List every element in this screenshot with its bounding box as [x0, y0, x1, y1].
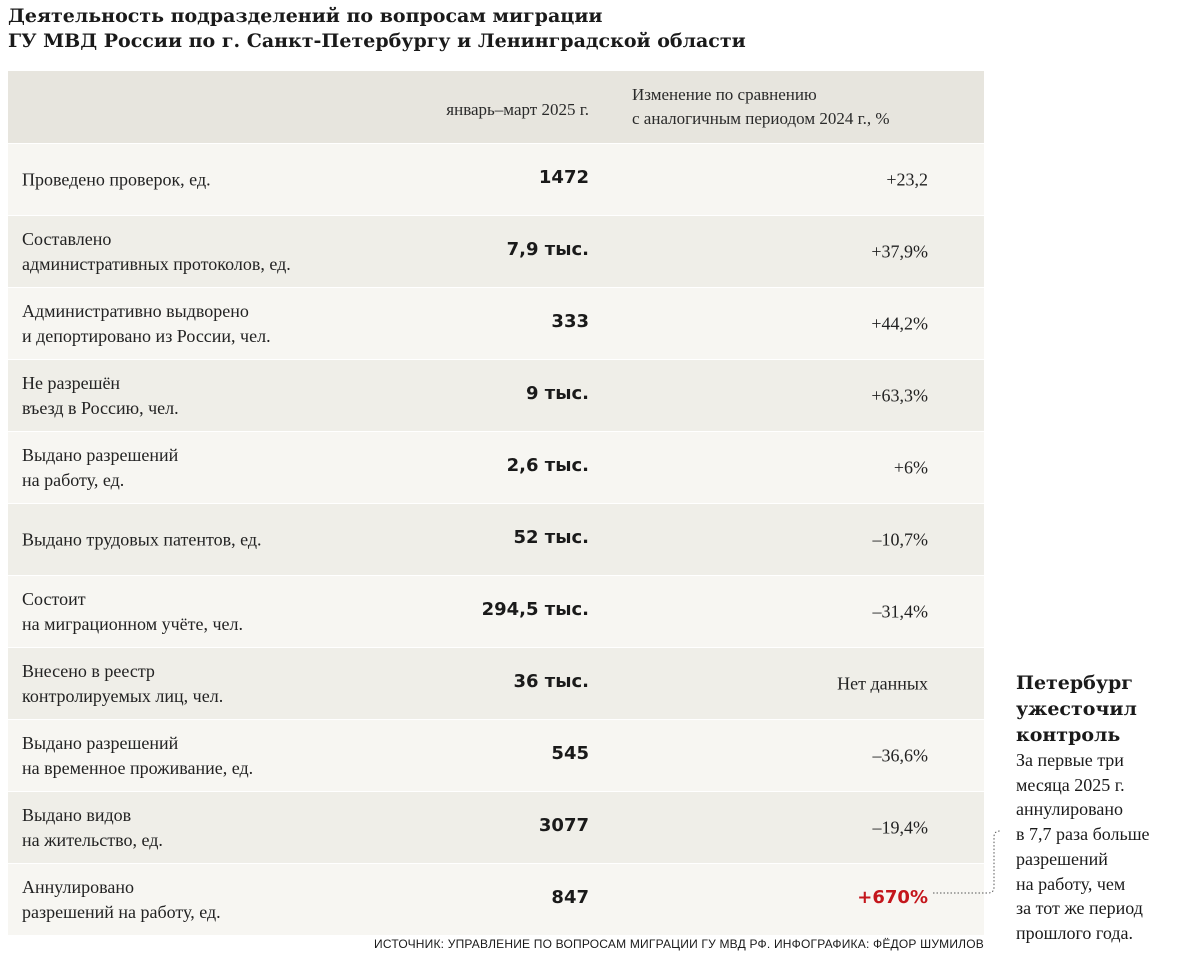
- row-label-line: Составлено: [22, 228, 112, 249]
- row-label-line: разрешений на работу, ед.: [22, 901, 221, 922]
- callout-connector: [930, 825, 1000, 900]
- table-row: [8, 863, 984, 935]
- sidebar-body-line: разрешений: [1016, 848, 1108, 869]
- row-label: [22, 803, 163, 853]
- sidebar-body: [1016, 748, 1181, 946]
- row-label-line: Выдано трудовых патентов, ед.: [22, 529, 262, 549]
- row-label: [22, 443, 178, 493]
- row-value: 9 тыс.: [525, 382, 589, 404]
- row-value: 333: [551, 310, 589, 332]
- header-period: январь–март 2025 г.: [446, 100, 589, 119]
- sidebar-body-line: За первые три: [1016, 750, 1124, 770]
- row-label: [22, 587, 243, 637]
- row-change: +63,3%: [871, 385, 928, 405]
- sidebar-body-line: в 7,7 раза больше: [1016, 824, 1150, 845]
- row-label: [22, 227, 291, 277]
- table-row: [8, 431, 984, 503]
- source-credit: ИСТОЧНИК: УПРАВЛЕНИЕ ПО ВОПРОСАМ МИГРАЦИИ ГУ МВД РФ. ИНФОГРАФИКА: ФЁДОР ШУМИЛОВ: [374, 937, 984, 951]
- row-label-line: Внесено в реестр: [22, 660, 155, 681]
- table-row: [8, 791, 984, 863]
- row-change: –19,4%: [872, 817, 928, 837]
- sidebar-note: [1016, 670, 1181, 946]
- row-label-line: на временное проживание, ед.: [22, 757, 254, 778]
- row-label: [22, 731, 253, 781]
- row-value: 52 тыс.: [513, 526, 589, 548]
- row-label-line: и депортировано из России, чел.: [22, 325, 271, 346]
- sidebar-title-line: Петербург: [1016, 672, 1133, 694]
- title-line-2: ГУ МВД России по г. Санкт-Петербургу и Ленинградской области: [8, 30, 746, 52]
- row-label-line: административных протоколов, ед.: [22, 253, 291, 274]
- title-line-1: Деятельность подразделений по вопросам миграции: [8, 5, 603, 27]
- row-label: [22, 527, 262, 552]
- row-label: [22, 167, 211, 192]
- migration-stats-table: [8, 71, 984, 935]
- table-row: [8, 575, 984, 647]
- row-change-highlight: +670%: [857, 886, 928, 908]
- row-label-line: Административно выдворено: [22, 300, 249, 321]
- page-title: [8, 4, 988, 54]
- table-row: [8, 215, 984, 287]
- row-value: 2,6 тыс.: [506, 454, 589, 476]
- table-row: [8, 359, 984, 431]
- header-change-line-2: с аналогичным периодом 2024 г., %: [632, 109, 890, 128]
- row-label-line: Выдано видов: [22, 804, 132, 825]
- sidebar-title-line: контроль: [1016, 724, 1121, 746]
- row-value: 36 тыс.: [513, 670, 589, 692]
- sidebar-title-line: ужесточил: [1016, 698, 1137, 720]
- row-value: 3077: [538, 814, 589, 836]
- table-row: [8, 143, 984, 215]
- row-change: +6%: [893, 457, 928, 477]
- row-label-line: Выдано разрешений: [22, 444, 179, 465]
- row-value: 545: [551, 742, 589, 764]
- table-row: [8, 719, 984, 791]
- row-change: –31,4%: [872, 601, 928, 621]
- table-body: [8, 143, 984, 935]
- row-label-line: Не разрешён: [22, 372, 121, 393]
- row-change: –36,6%: [872, 745, 928, 765]
- row-value: 294,5 тыс.: [481, 598, 589, 620]
- row-change: Нет данных: [837, 673, 928, 693]
- sidebar-body-line: месяца 2025 г.: [1016, 774, 1125, 795]
- callout-dotted-line: [933, 831, 1000, 893]
- sidebar-title: [1016, 670, 1181, 748]
- row-label: [22, 659, 223, 709]
- table-row: [8, 503, 984, 575]
- row-label-line: на жительство, ед.: [22, 829, 163, 850]
- row-label-line: контролируемых лиц, чел.: [22, 685, 224, 706]
- row-label: [22, 299, 271, 349]
- row-label-line: Выдано разрешений: [22, 732, 179, 753]
- row-change: –10,7%: [872, 529, 928, 549]
- header-change: [632, 83, 890, 131]
- row-label-line: Аннулировано: [22, 876, 134, 897]
- table-header: [8, 71, 984, 143]
- table-row: [8, 647, 984, 719]
- row-label: [22, 371, 179, 421]
- row-change: +37,9%: [871, 241, 928, 261]
- row-label-line: на работу, ед.: [22, 469, 125, 490]
- row-label-line: Проведено проверок, ед.: [22, 169, 211, 189]
- table-row: [8, 287, 984, 359]
- row-label: [22, 875, 221, 925]
- sidebar-body-line: аннулировано: [1016, 799, 1123, 820]
- row-value: 1472: [538, 166, 589, 188]
- sidebar-body-line: за тот же период: [1016, 898, 1143, 919]
- row-value: 847: [551, 886, 589, 908]
- row-label-line: въезд в Россию, чел.: [22, 397, 179, 418]
- row-change: +23,2: [886, 169, 928, 189]
- row-label-line: Состоит: [22, 588, 86, 609]
- sidebar-body-line: прошлого года.: [1016, 922, 1133, 943]
- row-label-line: на миграционном учёте, чел.: [22, 613, 244, 634]
- row-change: +44,2%: [871, 313, 928, 333]
- row-value: 7,9 тыс.: [506, 238, 589, 260]
- sidebar-body-line: на работу, чем: [1016, 873, 1126, 894]
- header-change-line-1: Изменение по сравнению: [632, 85, 817, 104]
